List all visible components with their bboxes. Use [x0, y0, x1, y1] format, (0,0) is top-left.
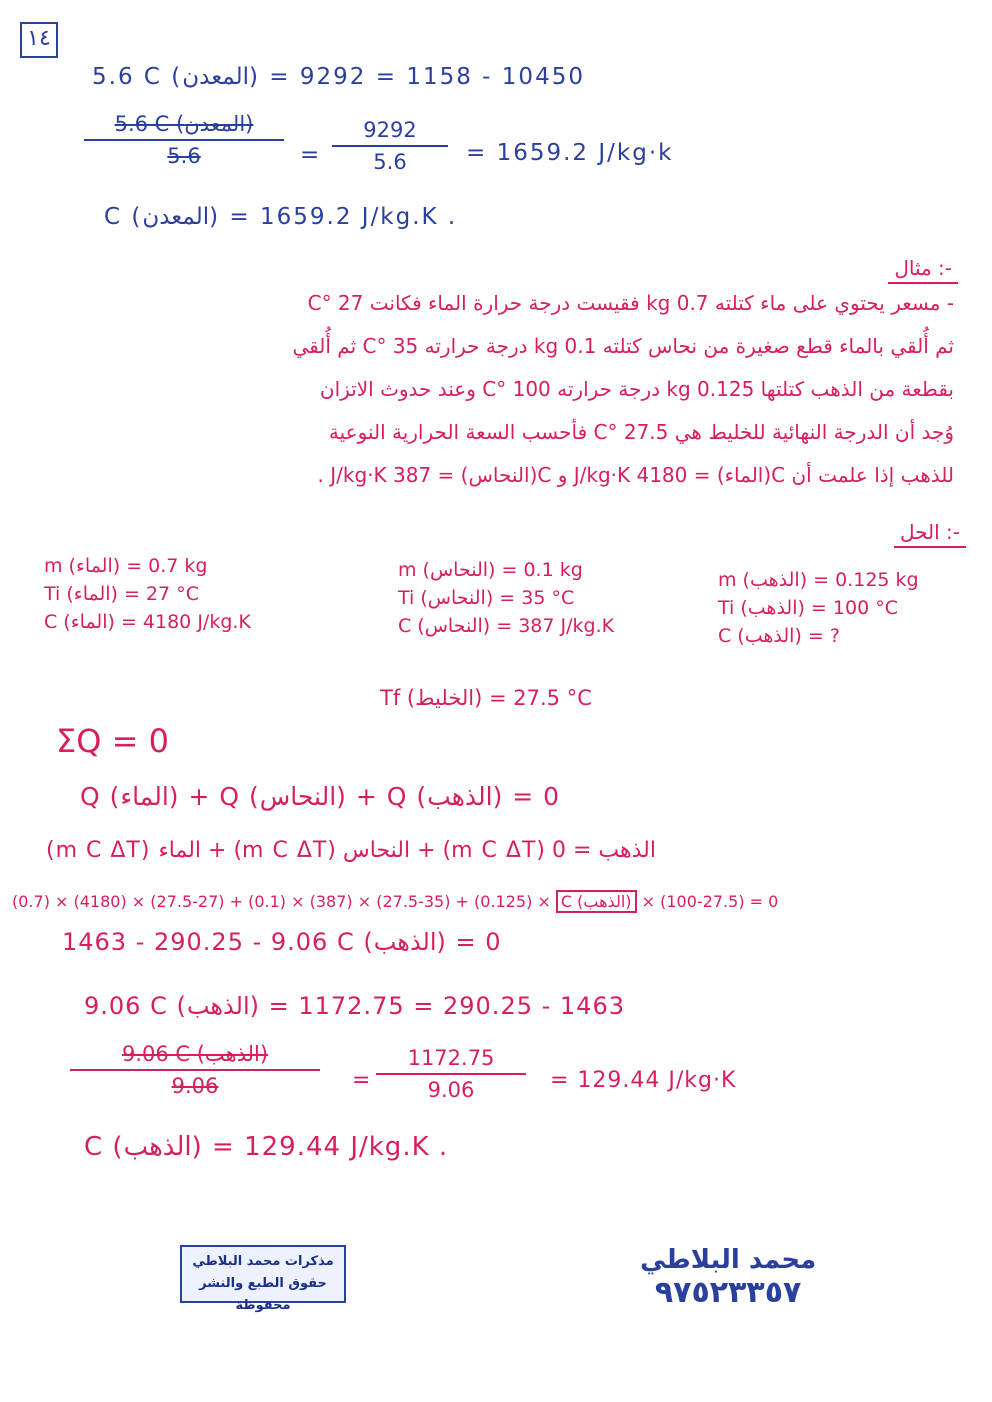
substitution-line: [12, 892, 778, 911]
solution-title: الحل :-: [894, 520, 966, 548]
equals-sign: =: [352, 1068, 372, 1093]
given-value: m (النحاس) = 0.1 kg: [398, 559, 583, 581]
fraction-right: [332, 118, 448, 174]
fraction-numerator: 9.06 C (الذهب): [121, 1042, 269, 1066]
equals-sign: =: [300, 142, 322, 168]
fraction-numerator: 1172.75: [407, 1046, 495, 1070]
fraction-right-2: [376, 1046, 526, 1102]
given-gold: [718, 566, 919, 650]
calc-line-1: 5.6 C (المعدن) = 10450 - 1158 = 9292: [92, 64, 585, 90]
given-value: Ti (النحاس) = 35 °C: [398, 587, 575, 609]
fraction-bar: [70, 1069, 320, 1071]
step-1: 1463 - 290.25 - 9.06 C (الذهب) = 0: [62, 928, 502, 956]
metal-result: C (المعدن) = 1659.2 J/kg.K .: [104, 204, 458, 230]
given-value: C (الماء) = 4180 J/kg.K: [44, 611, 251, 633]
fraction-bar: [332, 145, 448, 147]
given-water: [44, 552, 251, 636]
fraction-bar: [376, 1073, 526, 1075]
given-copper: [398, 556, 614, 640]
fraction-bar: [84, 139, 284, 141]
substitution-text: (0.7) × (4180) × (27.5-27) + (0.1) × (387) × (27.5-35) + (0.125) ×: [12, 892, 556, 911]
author-phone: ٩٧٥٢٣٣٥٧: [654, 1275, 802, 1310]
fraction-result: = 1659.2 J/kg·k: [466, 140, 674, 166]
copyright-stamp: [180, 1245, 346, 1313]
given-value: Ti (الذهب) = 100 °C: [718, 597, 898, 619]
fraction-denominator: 9.06: [171, 1074, 219, 1098]
problem-line: للذهب إذا علمت أن C(الماء) = 4180 J/kg·K و C(النحاس) = 387 J/kg·K .: [317, 463, 954, 487]
given-value: C (الذهب) = ?: [718, 625, 840, 647]
given-value: m (الماء) = 0.7 kg: [44, 555, 208, 577]
problem-statement: [34, 282, 954, 497]
final-answer: C (الذهب) = 129.44 J/kg.K .: [84, 1132, 449, 1162]
given-value: C (النحاس) = 387 J/kg.K: [398, 615, 615, 637]
stamp-line: حقوق الطبع والنشر محفوظة: [199, 1276, 327, 1313]
sum-heat: ΣQ = 0: [56, 722, 169, 760]
fraction-denominator: 9.06: [427, 1078, 475, 1102]
fraction-result-2: = 129.44 J/kg·K: [550, 1068, 737, 1093]
heat-sum-equation: Q (الماء) + Q (النحاس) + Q (الذهب) = 0: [80, 782, 561, 811]
stamp-line: مذكرات محمد البلاطي: [192, 1254, 334, 1269]
fraction-left: [84, 112, 284, 168]
example-title: مثال :-: [888, 256, 958, 284]
problem-line: ثم أُلقي بالماء قطع صغيرة من نحاس كتلته 0.1 kg درجة حرارته 35 °C ثم أُلقي: [292, 334, 954, 358]
step-2: 9.06 C (الذهب) = 1463 - 290.25 = 1172.75: [84, 992, 625, 1020]
author-name: محمد البلاطي: [640, 1245, 817, 1275]
problem-line: وُجد أن الدرجة النهائية للخليط هي 27.5 °C فأحسب السعة الحرارية النوعية: [328, 420, 954, 444]
problem-line: - مسعر يحتوي على ماء كتلته 0.7 kg فقيست درجة حرارة الماء فكانت 27 °C: [307, 291, 954, 315]
problem-line: بقطعة من الذهب كتلتها 0.125 kg درجة حرارته 100 °C وعند حدوث الاتزان: [319, 377, 954, 401]
fraction-numerator: 5.6 C (المعدن): [114, 112, 254, 136]
substitution-text: × (27.5-100) = 0: [636, 892, 779, 911]
mcdt-equation: (m C ΔT) الماء + (m C ΔT) النحاس + (m C ΔT) الذهب = 0: [46, 838, 656, 863]
fraction-denominator: 5.6: [373, 150, 407, 174]
final-temperature: Tf (الخليط) = 27.5 °C: [380, 686, 592, 710]
given-value: m (الذهب) = 0.125 kg: [718, 569, 919, 591]
page-number: ١٤: [20, 22, 58, 58]
fraction-left-2: [70, 1042, 320, 1098]
author-signature: [640, 1245, 816, 1310]
unknown-box: C (الذهب): [556, 890, 637, 913]
given-value: Ti (الماء) = 27 °C: [44, 583, 199, 605]
fraction-numerator: 9292: [363, 118, 417, 142]
fraction-denominator: 5.6: [167, 144, 201, 168]
